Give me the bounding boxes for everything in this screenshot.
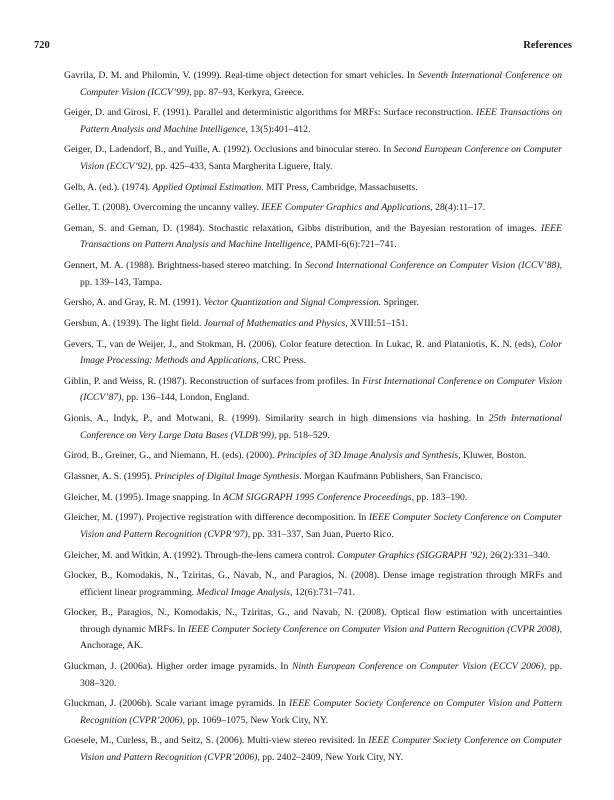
reference-venue: Second European Conference on Computer Vision (ECCV’92) bbox=[80, 144, 562, 172]
reference-entry bbox=[64, 142, 562, 175]
reference-text: Glocker, B., Paragios, N., Komodakis, N., Tziritas, G., and Navab, N. (2008). Optical flow estimation with uncertainties through dynamic MRFs. In bbox=[64, 607, 562, 635]
reference-details: , PAMI-6(6):721–741. bbox=[310, 239, 397, 251]
reference-entry bbox=[64, 258, 562, 291]
reference-details: , CRC Press. bbox=[256, 355, 307, 367]
reference-venue: Color Image Processing: Methods and Applications bbox=[80, 338, 562, 367]
reference-entry bbox=[64, 448, 562, 465]
reference-venue: IEEE Transactions on Pattern Analysis and Machine Intelligence bbox=[80, 107, 562, 135]
reference-venue: ACM SIGGRAPH 1995 Conference Proceedings bbox=[222, 491, 412, 503]
reference-venue: Principles of Digital Image Synthesis bbox=[154, 470, 300, 482]
reference-venue: Vector Quantization and Signal Compression bbox=[203, 297, 379, 309]
reference-entry bbox=[64, 316, 562, 333]
reference-details: . Springer. bbox=[378, 297, 419, 309]
reference-text: Gleicher, M. (1997). Projective registration with difference decomposition. In bbox=[64, 512, 369, 524]
reference-venue: IEEE Computer Society Conference on Computer Vision and Pattern Recognition (CVPR’2006) bbox=[80, 698, 562, 726]
reference-text: Giblin, P. and Weiss, R. (1987). Reconstruction of surfaces from profiles. In bbox=[64, 375, 363, 387]
reference-venue: First International Conference on Computer Vision (ICCV’87) bbox=[80, 375, 562, 404]
reference-details: , pp. 308–320. bbox=[80, 661, 563, 689]
reference-details: , pp. 425–433, Santa Margherita Liguere, Italy. bbox=[150, 160, 333, 172]
page-number: 720 bbox=[34, 40, 50, 51]
reference-venue: Second International Conference on Computer Vision (ICCV’88) bbox=[305, 260, 560, 272]
reference-venue: IEEE Computer Society Conference on Computer Vision and Pattern Recognition (CVPR’2006) bbox=[80, 735, 562, 763]
reference-text: Gluckman, J. (2006b). Scale variant image pyramids. In bbox=[64, 698, 290, 710]
reference-details: , XVIII:51–151. bbox=[345, 318, 408, 329]
reference-details: , Kluwer, Boston. bbox=[458, 450, 527, 462]
reference-details: , Anchorage, AK. bbox=[80, 623, 562, 652]
reference-details: , pp. 183–190. bbox=[411, 491, 468, 503]
reference-entry bbox=[64, 374, 562, 407]
reference-entry bbox=[64, 605, 562, 655]
reference-text: Gluckman, J. (2006a). Higher order image pyramids. In bbox=[64, 661, 292, 673]
reference-venue: Journal of Mathematics and Physics bbox=[203, 318, 346, 329]
reference-details: , pp. 1069–1075, New York City, NY. bbox=[182, 714, 329, 726]
reference-venue: Medical Image Analysis bbox=[196, 586, 291, 598]
reference-venue: IEEE Computer Society Conference on Computer Vision and Pattern Recognition (CVPR 2008) bbox=[187, 623, 560, 635]
reference-entry bbox=[64, 510, 562, 543]
reference-entry bbox=[64, 337, 562, 370]
reference-entry bbox=[64, 295, 562, 312]
reference-entry bbox=[64, 490, 562, 507]
reference-text: Gelb, A. (ed.). (1974). bbox=[64, 181, 153, 193]
reference-text: Gershun, A. (1939). The light field. bbox=[64, 318, 204, 329]
running-header bbox=[34, 40, 572, 56]
reference-venue: Ninth European Conference on Computer Vision (ECCV 2006) bbox=[292, 661, 544, 673]
reference-venue: 25th International Conference on Very Large Data Bases (VLDB’99) bbox=[80, 413, 562, 441]
reference-entry bbox=[64, 568, 562, 601]
reference-text: Girod, B., Greiner, G., and Niemann, H. (eds). (2000). bbox=[64, 450, 277, 462]
reference-text: Gleicher, M. (1995). Image snapping. In bbox=[64, 491, 223, 503]
reference-details: , pp. 331–337, San Juan, Puerto Rico. bbox=[247, 528, 394, 540]
reference-venue: IEEE Computer Society Conference on Computer Vision and Pattern Recognition (CVPR’97) bbox=[80, 512, 562, 540]
reference-details: , pp. 518–529. bbox=[274, 429, 330, 441]
reference-venue: Computer Graphics (SIGGRAPH ’92) bbox=[337, 549, 486, 561]
reference-text: Gavrila, D. M. and Philomin, V. (1999). Real-time object detection for smart vehicles. In bbox=[64, 70, 418, 81]
reference-venue: Seventh International Conference on Computer Vision (ICCV’99) bbox=[80, 70, 562, 98]
reference-entry bbox=[64, 659, 562, 692]
reference-details: , pp. 87–93, Kerkyra, Greece. bbox=[189, 86, 304, 98]
reference-text: Gennert, M. A. (1988). Brightness-based stereo matching. In bbox=[64, 260, 306, 272]
reference-text: Glassner, A. S. (1995). bbox=[64, 470, 155, 482]
reference-entry bbox=[64, 411, 562, 444]
reference-text: Gersho, A. and Gray, R. M. (1991). bbox=[64, 297, 204, 309]
reference-details: , 12(6):731–741. bbox=[290, 586, 355, 598]
reference-details: . MIT Press, Cambridge, Massachusetts. bbox=[261, 181, 418, 193]
reference-entry bbox=[64, 200, 562, 217]
reference-text: Geiger, D. and Girosi, F. (1991). Parallel and deterministic algorithms for MRFs: Surface reconstruction. bbox=[64, 107, 476, 119]
reference-text: Gevers, T., van de Weijer, J., and Stokman, H. (2006). Color feature detection. In Lukac, R. and Plataniotis, K. N. (eds), bbox=[64, 338, 540, 350]
reference-entry bbox=[64, 105, 562, 138]
reference-details: , 28(4):11–17. bbox=[430, 202, 486, 214]
reference-entry bbox=[64, 221, 562, 254]
reference-details: , pp. 136–144, London, England. bbox=[121, 392, 250, 404]
reference-details: , pp. 139–143, Tampa. bbox=[80, 260, 562, 288]
reference-text: Goesele, M., Curless, B., and Seitz, S. (2006). Multi-view stereo revisited. In bbox=[64, 735, 369, 747]
reference-details: . Morgan Kaufmann Publishers, San Francisco. bbox=[299, 470, 483, 482]
reference-entry bbox=[64, 180, 562, 197]
reference-entry bbox=[64, 469, 562, 486]
running-title: References bbox=[523, 40, 572, 51]
reference-venue: IEEE Computer Graphics and Applications bbox=[261, 202, 431, 214]
reference-venue: Applied Optimal Estimation bbox=[152, 181, 262, 193]
reference-details: , pp. 2402–2409, New York City, NY. bbox=[257, 751, 403, 763]
reference-entry bbox=[64, 696, 562, 729]
reference-venue: IEEE Transactions on Pattern Analysis and Machine Intelligence bbox=[80, 222, 562, 251]
reference-entry bbox=[64, 548, 562, 565]
reference-text: Geller, T. (2008). Overcoming the uncanny valley. bbox=[64, 202, 262, 214]
reference-text: Geman, S. and Geman, D. (1984). Stochastic relaxation, Gibbs distribution, and the Bayesian restoration of images. bbox=[64, 222, 542, 234]
reference-entry bbox=[64, 733, 562, 766]
reference-text: Gleicher, M. and Witkin, A. (1992). Through-the-lens camera control. bbox=[64, 549, 337, 561]
reference-text: Geiger, D., Ladendorf, B., and Yuille, A. (1992). Occlusions and binocular stereo. In bbox=[64, 144, 394, 156]
reference-list bbox=[64, 68, 562, 771]
reference-details: , 13(5):401–412. bbox=[245, 123, 311, 135]
reference-text: Glocker, B., Komodakis, N., Tziritas, G., Navab, N., and Paragios, N. (2008). Dense image registration through MRFs and efficient linear programming. bbox=[64, 570, 562, 598]
reference-venue: Principles of 3D Image Analysis and Synthesis bbox=[276, 450, 459, 462]
reference-details: , 26(2):331–340. bbox=[485, 549, 551, 561]
reference-entry bbox=[64, 68, 562, 101]
reference-text: Gionis, A., Indyk, P., and Motwani, R. (1999). Similarity search in high dimensions via hashing. In bbox=[64, 413, 489, 425]
